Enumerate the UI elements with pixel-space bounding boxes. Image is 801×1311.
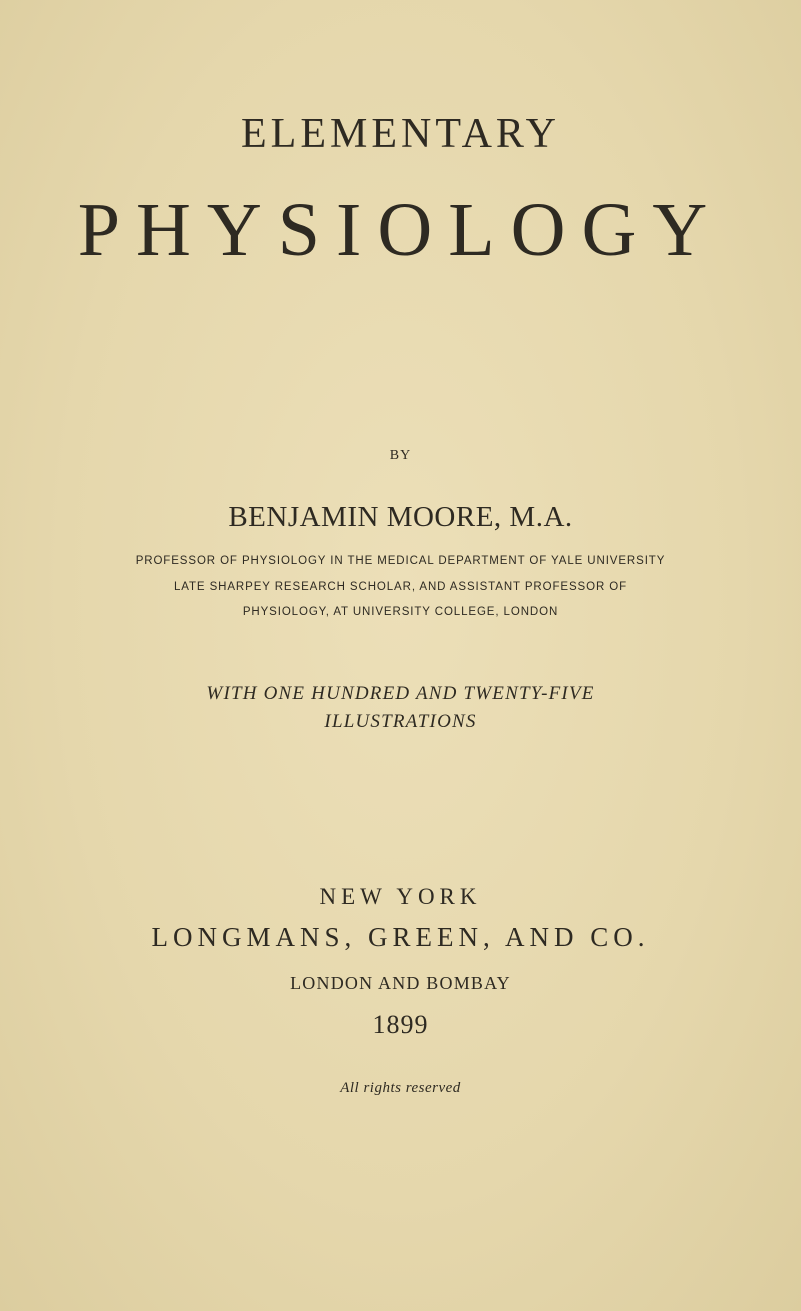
book-title-line-1: ELEMENTARY <box>241 111 560 157</box>
illustrations-note-line-1: WITH ONE HUNDRED AND TWENTY-FIVE <box>206 683 595 704</box>
publication-year: 1899 <box>372 1010 429 1039</box>
book-title-line-2: PHYSIOLOGY <box>77 188 724 272</box>
publisher-name: LONGMANS, GREEN, AND CO. <box>151 922 650 952</box>
author-credential-line: PHYSIOLOGY, AT UNIVERSITY COLLEGE, LONDON <box>242 606 559 618</box>
author-credential-line: LATE SHARPEY RESEARCH SCHOLAR, AND ASSISTANT PROFESSOR OF <box>173 581 628 593</box>
publisher-branches: LONDON AND BOMBAY <box>290 973 511 993</box>
author-credential-line: PROFESSOR OF PHYSIOLOGY IN THE MEDICAL DEPARTMENT OF YALE UNIVERSITY <box>135 555 666 567</box>
by-label: BY <box>389 448 412 463</box>
rights-notice: All rights reserved <box>340 1080 461 1096</box>
imprint-city: NEW YORK <box>319 884 482 909</box>
illustrations-note-line-2: ILLUSTRATIONS <box>324 711 477 732</box>
author-name: BENJAMIN MOORE, M.A. <box>228 501 573 533</box>
